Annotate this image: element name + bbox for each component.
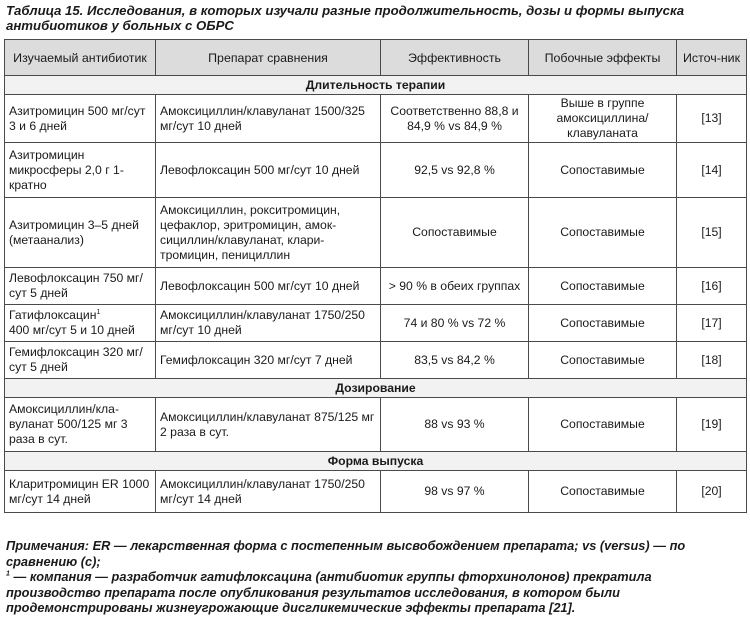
cell-antibiotic: Амоксициллин/кла-вуланат 500/125 мг 3 раза в сут. <box>5 398 156 452</box>
cell-antibiotic: Азитромицин 500 мг/сут 3 и 6 дней <box>5 95 156 143</box>
table-notes <box>6 538 746 616</box>
cell-comparator: Левофлоксацин 500 мг/сут 10 дней <box>156 143 381 198</box>
table-row <box>5 143 747 198</box>
cell-efficacy: > 90 % в обеих группах <box>381 268 529 305</box>
table-caption: Таблица 15. Исследования, в которых изучали разные продолжительность, дозы и формы выпуска антибиотиков у больных с ОБРС <box>6 3 685 33</box>
cell-comparator: Амоксициллин/клавуланат 1750/250 мг/сут 10 дней <box>156 305 381 342</box>
cell-comparator: Амоксициллин/клавуланат 875/125 мг 2 раза в сут. <box>156 398 381 452</box>
cell-efficacy: 88 vs 93 % <box>381 398 529 452</box>
cell-source: [15] <box>677 198 747 268</box>
cell-antibiotic: Азитромицин 3–5 дней (метаанализ) <box>5 198 156 268</box>
section-row-form <box>5 452 747 471</box>
cell-source: [19] <box>677 398 747 452</box>
footnote-text: — компания — разработчик гатифлоксацина (антибиотик группы фторхинолонов) прекратила производство препарата после опубликования результатов исследования, в котором были продемонстрированы жизнеугрожающие дисгликемические эффекты препарата [21]. <box>6 569 652 615</box>
table-row <box>5 471 747 513</box>
table-row <box>5 198 747 268</box>
cell-antibiotic: Кларитромицин ER 1000 мг/сут 14 дней <box>5 471 156 513</box>
cell-efficacy: Сопоставимые <box>381 198 529 268</box>
cell-efficacy: 92,5 vs 92,8 % <box>381 143 529 198</box>
footnote-marker: 1 <box>6 570 10 578</box>
cell-efficacy: 98 vs 97 % <box>381 471 529 513</box>
cell-side-effects: Сопоставимые <box>529 471 677 513</box>
header-efficacy: Эффективность <box>381 40 529 76</box>
cell-antibiotic: Левофлоксацин 750 мг/сут 5 дней <box>5 268 156 305</box>
table-row <box>5 268 747 305</box>
header-antibiotic: Изучаемый антибиотик <box>5 40 156 76</box>
footnote-line <box>6 569 746 616</box>
cell-comparator: Гемифлоксацин 320 мг/сут 7 дней <box>156 342 381 379</box>
section-title: Форма выпуска <box>5 452 747 471</box>
footnote-marker: 1 <box>96 308 101 316</box>
section-row-duration <box>5 76 747 95</box>
cell-source: [13] <box>677 95 747 143</box>
cell-efficacy: Соответственно 88,8 и 84,9 % vs 84,9 % <box>381 95 529 143</box>
cell-side-effects: Сопоставимые <box>529 398 677 452</box>
cell-comparator: Левофлоксацин 500 мг/сут 10 дней <box>156 268 381 305</box>
cell-side-effects: Сопоставимые <box>529 268 677 305</box>
notes-line: Примечания: ER — лекарственная форма с постепенным высвобождением препарата; vs (versus) — по сравнению (с); <box>6 538 686 569</box>
cell-side-effects: Сопоставимые <box>529 305 677 342</box>
table-header-row <box>5 40 747 76</box>
table-row <box>5 398 747 452</box>
studies-table <box>4 39 747 513</box>
cell-efficacy: 74 и 80 % vs 72 % <box>381 305 529 342</box>
table-row <box>5 305 747 342</box>
cell-side-effects: Сопоставимые <box>529 143 677 198</box>
cell-side-effects: Выше в группе амоксициллина/клавуланата <box>529 95 677 143</box>
section-row-dosing <box>5 379 747 398</box>
cell-comparator: Амоксициллин, рокситромицин, цефаклор, эритромицин, амок-сициллин/клавуланат, клари-тромицин, пенициллин <box>156 198 381 268</box>
cell-antibiotic: Азитромицин микросферы 2,0 г 1-кратно <box>5 143 156 198</box>
cell-comparator: Амоксициллин/клавуланат 1750/250 мг/сут 14 дней <box>156 471 381 513</box>
cell-source: [20] <box>677 471 747 513</box>
cell-efficacy: 83,5 vs 84,2 % <box>381 342 529 379</box>
antibiotic-dose: 400 мг/сут 5 и 10 дней <box>9 323 135 337</box>
cell-source: [18] <box>677 342 747 379</box>
header-source: Источ-ник <box>677 40 747 76</box>
section-title: Длительность терапии <box>5 76 747 95</box>
cell-antibiotic: Гемифлоксацин 320 мг/сут 5 дней <box>5 342 156 379</box>
section-title: Дозирование <box>5 379 747 398</box>
table-row <box>5 342 747 379</box>
cell-comparator: Амоксициллин/клавуланат 1500/325 мг/сут 10 дней <box>156 95 381 143</box>
header-side-effects: Побочные эффекты <box>529 40 677 76</box>
cell-side-effects: Сопоставимые <box>529 342 677 379</box>
antibiotic-name: Гатифлоксацин <box>9 308 97 322</box>
cell-source: [14] <box>677 143 747 198</box>
cell-side-effects: Сопоставимые <box>529 198 677 268</box>
cell-source: [16] <box>677 268 747 305</box>
cell-source: [17] <box>677 305 747 342</box>
cell-antibiotic <box>5 305 156 342</box>
table-row <box>5 95 747 143</box>
header-comparator: Препарат сравнения <box>156 40 381 76</box>
